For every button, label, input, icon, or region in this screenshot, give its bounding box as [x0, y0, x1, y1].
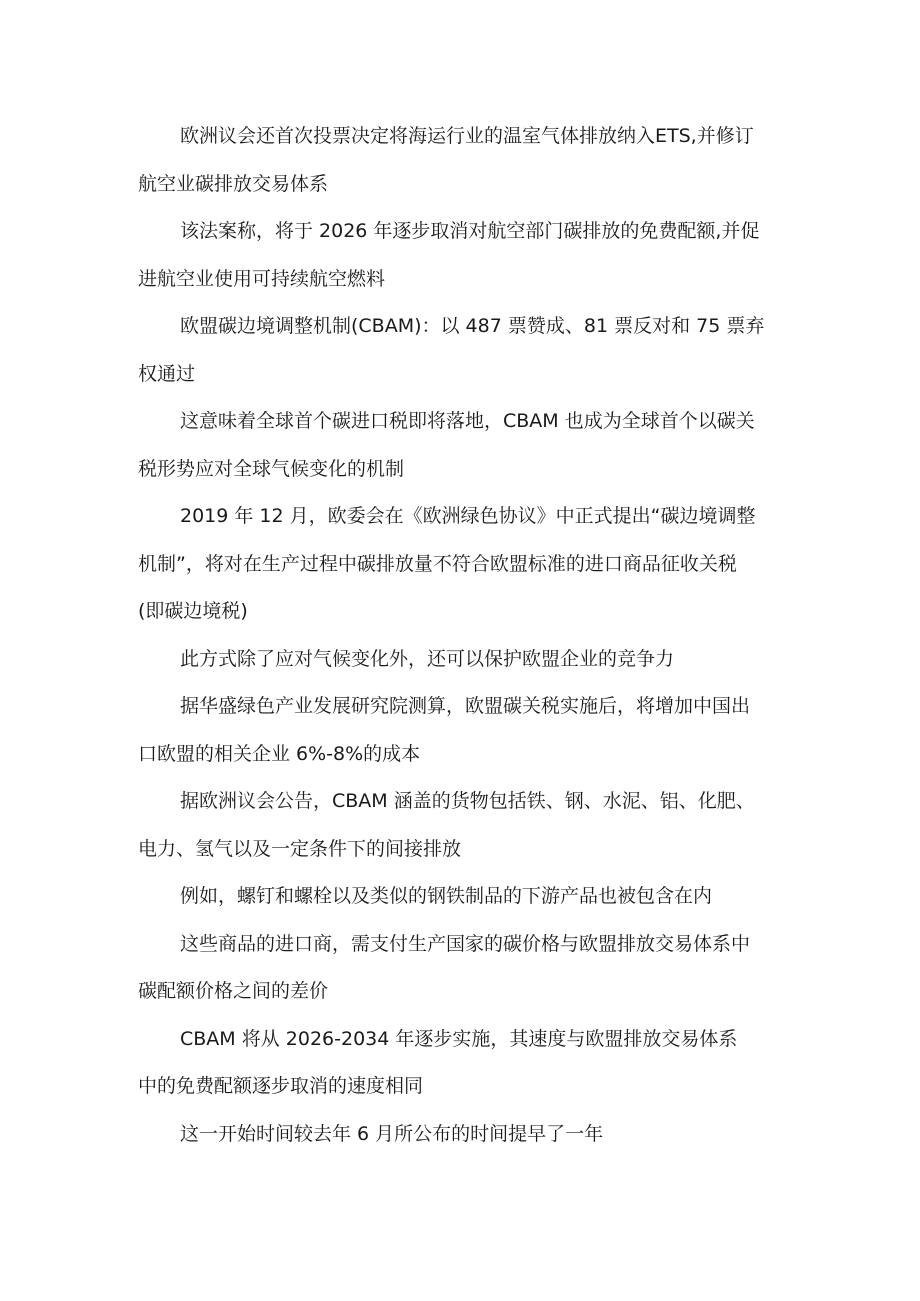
paragraph [138, 683, 798, 778]
text-line: 这些商品的进口商，需支付生产国家的碳价格与欧盟排放交易体系中 [180, 932, 751, 955]
paragraph [138, 113, 798, 208]
paragraph [138, 1016, 798, 1064]
text-line: 2019 年 12 月，欧委会在《欧洲绿色协议》中正式提出“碳边境调整 [180, 505, 756, 527]
text-line: 税形势应对全球气候变化的机制 [138, 457, 405, 480]
text-line: 中的免费配额逐步取消的速度相同 [138, 1075, 424, 1097]
text-line: 电力、氢气以及一定条件下的间接排放 [138, 837, 462, 860]
document-body [138, 113, 798, 1158]
text-line: 碳配额价格之间的差价 [138, 980, 329, 1002]
paragraph [138, 493, 798, 636]
paragraph [138, 303, 798, 398]
paragraph [138, 778, 798, 873]
text-line: 欧盟碳边境调整机制(CBAM)：以 487 票赞成、81 票反对和 75 票弃 [180, 315, 765, 337]
text-line: 航空业碳排放交易体系 [138, 172, 329, 195]
text-line: 进航空业使用可持续航空燃料 [138, 267, 386, 290]
paragraph [138, 873, 798, 921]
text-line: 机制”，将对在生产过程中碳排放量不符合欧盟标准的进口商品征收关税 [138, 552, 737, 575]
text-line: 该法案称，将于 2026 年逐步取消对航空部门碳排放的免费配额,并促 [180, 220, 760, 242]
paragraph [138, 208, 798, 303]
paragraph [138, 921, 798, 1016]
text-line: 欧洲议会还首次投票决定将海运行业的温室气体排放纳入ETS,并修订 [180, 125, 754, 147]
paragraph [138, 398, 798, 493]
text-line: 这一开始时间较去年 6 月所公布的时间提早了一年 [180, 1122, 604, 1145]
text-line: (即碳边境税) [138, 600, 248, 622]
text-line: 口欧盟的相关企业 6%-8%的成本 [138, 742, 421, 765]
text-line: 这意味着全球首个碳进口税即将落地，CBAM 也成为全球首个以碳关 [180, 410, 755, 432]
text-line: CBAM 将从 2026-2034 年逐步实施，其速度与欧盟排放交易体系 [180, 1027, 738, 1050]
text-line: 此方式除了应对气候变化外，还可以保护欧盟企业的竞争力 [180, 647, 675, 670]
paragraph [138, 636, 798, 684]
text-line: 据华盛绿色产业发展研究院测算，欧盟碳关税实施后，将增加中国出 [180, 695, 751, 717]
text-line: 据欧洲议会公告，CBAM 涵盖的货物包括铁、钢、水泥、铝、化肥、 [180, 790, 755, 812]
paragraph [138, 1063, 798, 1111]
text-line: 例如，螺钉和螺栓以及类似的钢铁制品的下游产品也被包含在内 [180, 885, 713, 907]
text-line: 权通过 [138, 362, 196, 385]
paragraph [138, 1111, 798, 1159]
